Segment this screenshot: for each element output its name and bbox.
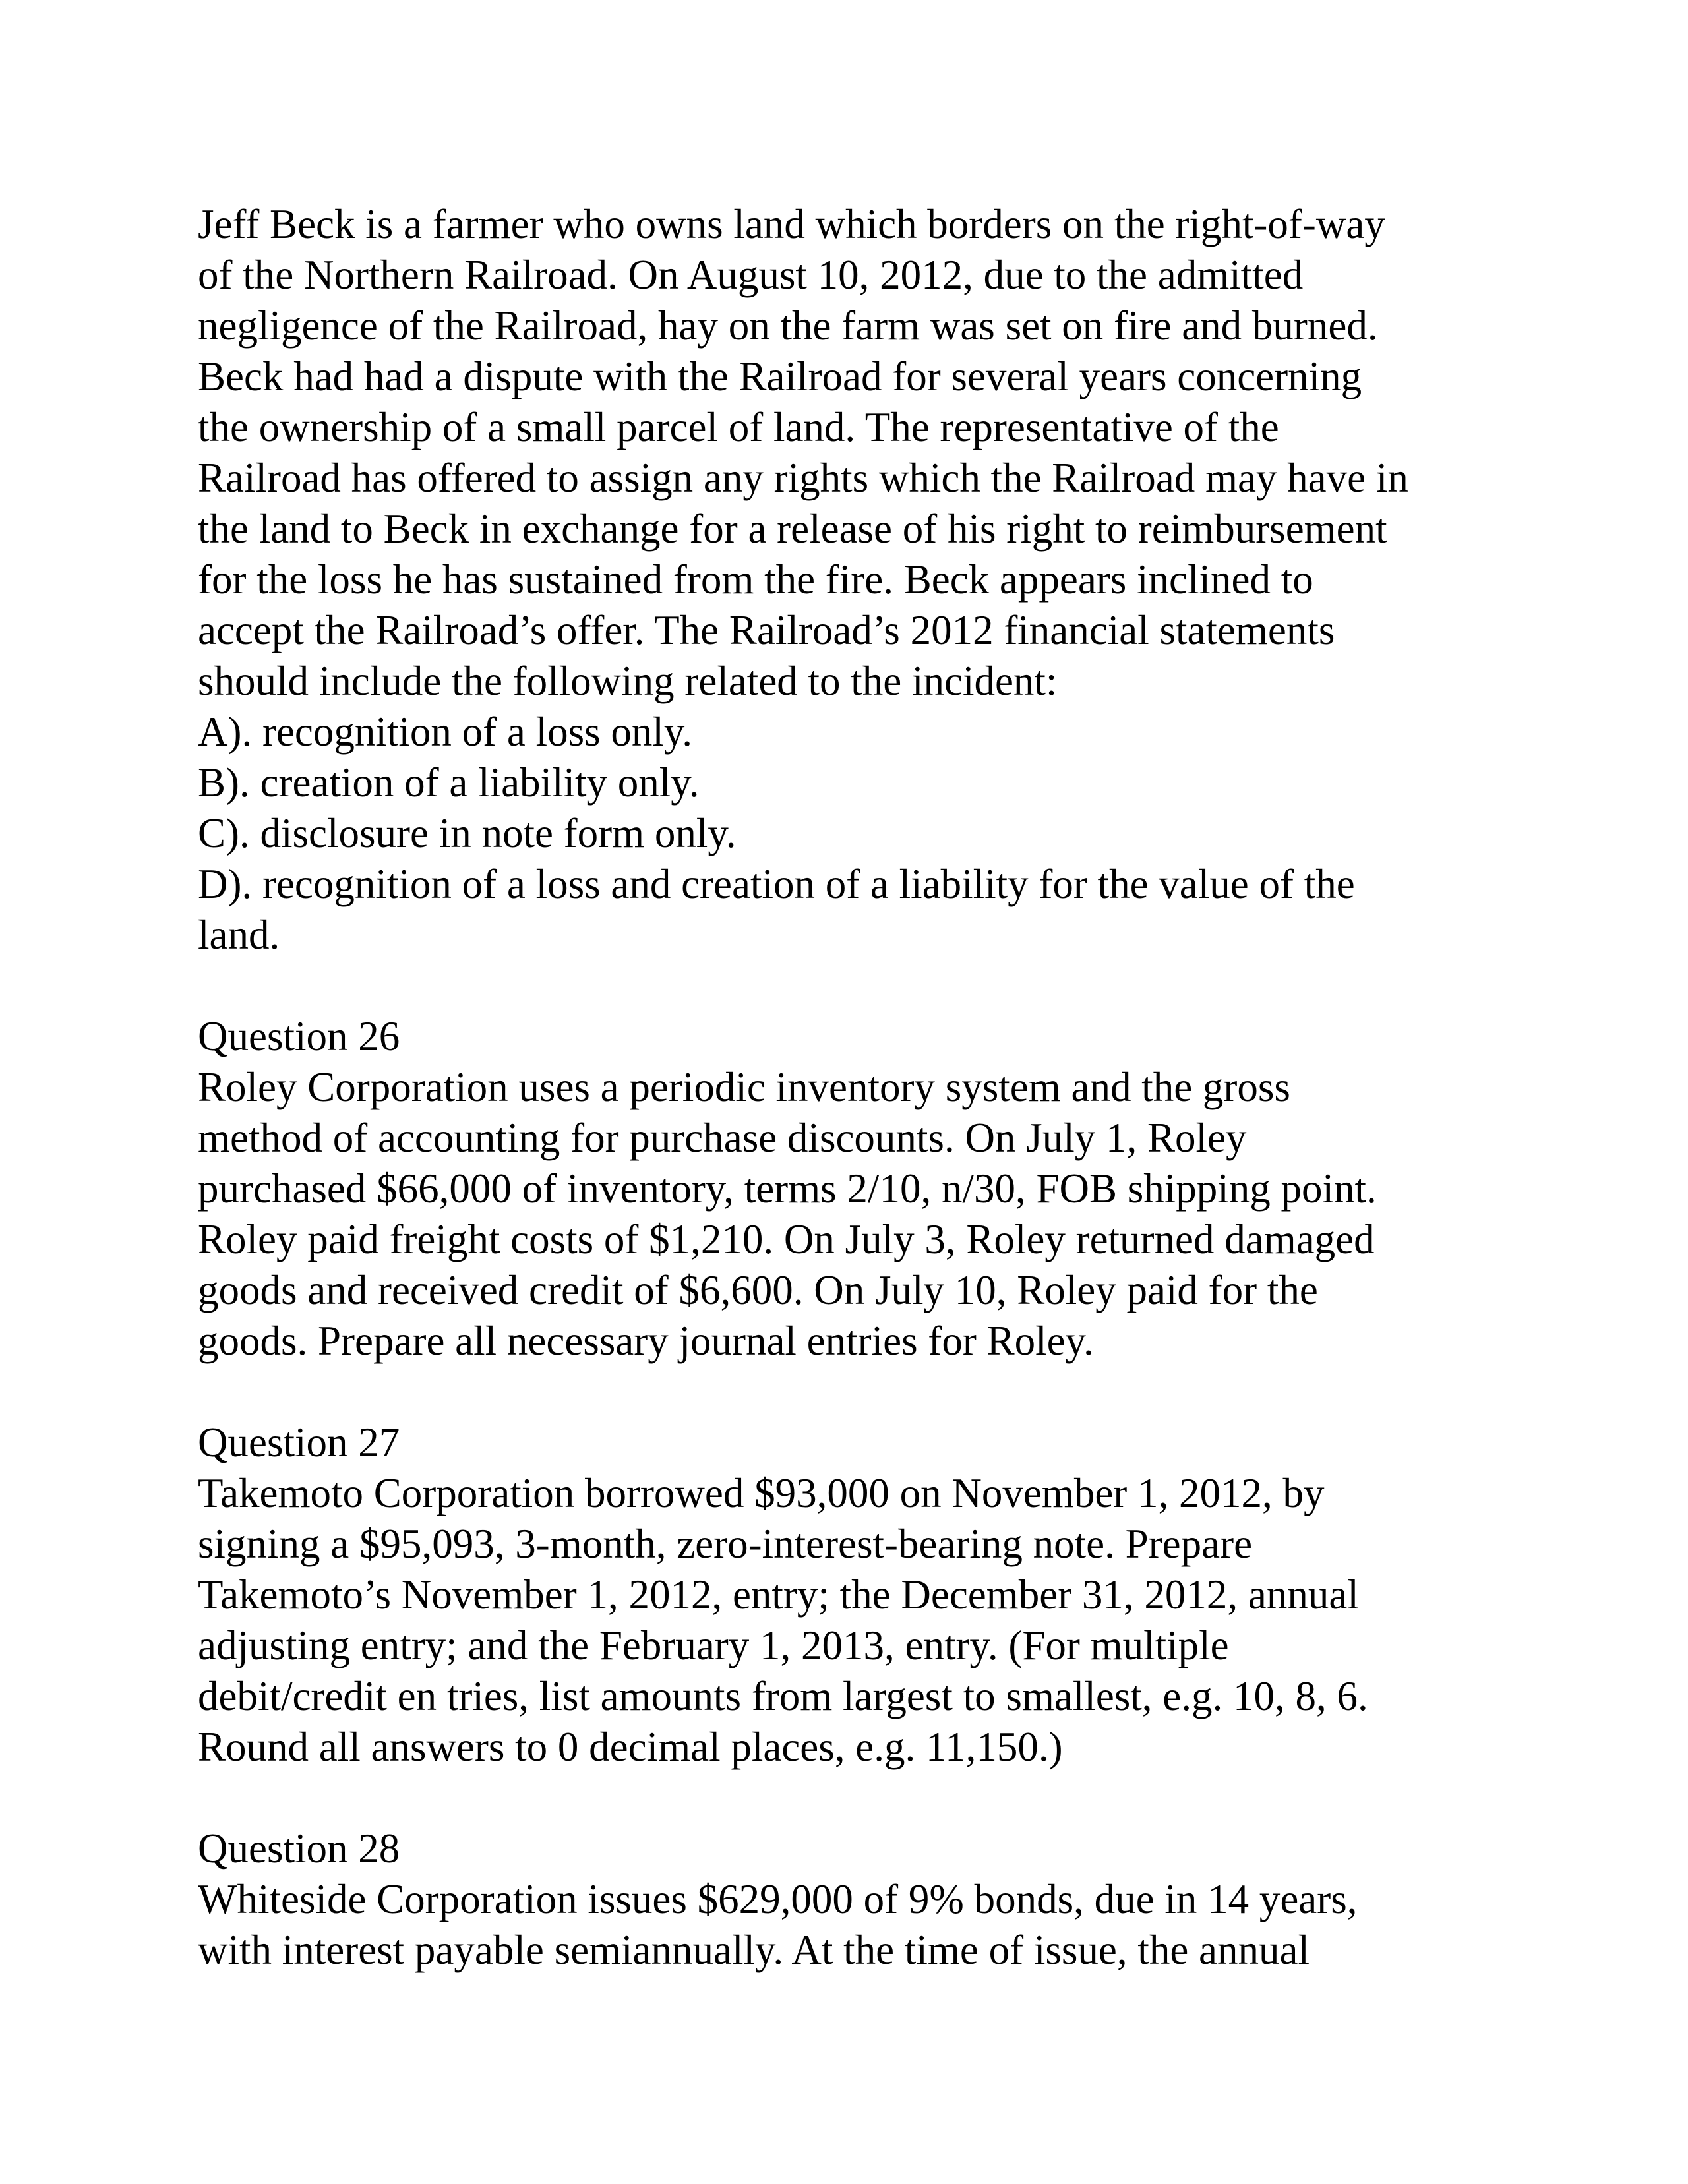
text-line: Round all answers to 0 decimal places, e.g. 11,150.) (198, 1724, 1063, 1770)
text-line: debit/credit en tries, list amounts from largest to smallest, e.g. 10, 8, 6. (198, 1673, 1368, 1719)
question-25-options (198, 707, 1517, 960)
text-line: Roley Corporation uses a periodic inventory system and the gross (198, 1064, 1290, 1110)
question-28 (198, 1823, 1517, 1976)
question-25-body (198, 199, 1517, 707)
text-line: Takemoto’s November 1, 2012, entry; the December 31, 2012, annual (198, 1572, 1359, 1618)
text-line: Beck had had a dispute with the Railroad for several years concerning (198, 353, 1362, 399)
text-line: signing a $95,093, 3-month, zero-interest-bearing note. Prepare (198, 1521, 1253, 1567)
text-line: adjusting entry; and the February 1, 2013, entry. (For multiple (198, 1622, 1229, 1668)
question-27-title: Question 27 (198, 1419, 400, 1465)
document-page (198, 199, 1517, 1976)
text-line: of the Northern Railroad. On August 10, 2012, due to the admitted (198, 252, 1304, 298)
option-a: A). recognition of a loss only. (198, 709, 693, 755)
question-26-title: Question 26 (198, 1013, 400, 1059)
question-28-title: Question 28 (198, 1825, 400, 1872)
text-line: Roley paid freight costs of $1,210. On July 3, Roley returned damaged (198, 1216, 1375, 1262)
option-c: C). disclosure in note form only. (198, 810, 737, 856)
text-line: accept the Railroad’s offer. The Railroad’s 2012 financial statements (198, 607, 1335, 653)
text-line: negligence of the Railroad, hay on the farm was set on fire and burned. (198, 303, 1378, 349)
option-b: B). creation of a liability only. (198, 759, 700, 806)
option-d-continued: land. (198, 912, 280, 958)
text-line: the land to Beck in exchange for a release of his right to reimbursement (198, 506, 1387, 552)
section-gap (198, 960, 1517, 1011)
section-gap (198, 1773, 1517, 1823)
option-d: D). recognition of a loss and creation of a liability for the value of the (198, 861, 1355, 907)
text-line: with interest payable semiannually. At the time of issue, the annual (198, 1927, 1310, 1973)
text-line: Jeff Beck is a farmer who owns land which borders on the right-of-way (198, 201, 1385, 247)
text-line: for the loss he has sustained from the fire. Beck appears inclined to (198, 556, 1313, 603)
text-line: Railroad has offered to assign any rights which the Railroad may have in (198, 455, 1408, 501)
text-line: Takemoto Corporation borrowed $93,000 on November 1, 2012, by (198, 1470, 1325, 1516)
question-26 (198, 1011, 1517, 1367)
question-27 (198, 1417, 1517, 1773)
text-line: method of accounting for purchase discounts. On July 1, Roley (198, 1115, 1247, 1161)
text-line: Whiteside Corporation issues $629,000 of 9% bonds, due in 14 years, (198, 1876, 1358, 1922)
text-line: purchased $66,000 of inventory, terms 2/10, n/30, FOB shipping point. (198, 1166, 1377, 1212)
text-line: should include the following related to the incident: (198, 658, 1058, 704)
text-line: goods. Prepare all necessary journal entries for Roley. (198, 1318, 1094, 1364)
text-line: the ownership of a small parcel of land. The representative of the (198, 404, 1279, 450)
text-line: goods and received credit of $6,600. On July 10, Roley paid for the (198, 1267, 1318, 1313)
section-gap (198, 1367, 1517, 1417)
